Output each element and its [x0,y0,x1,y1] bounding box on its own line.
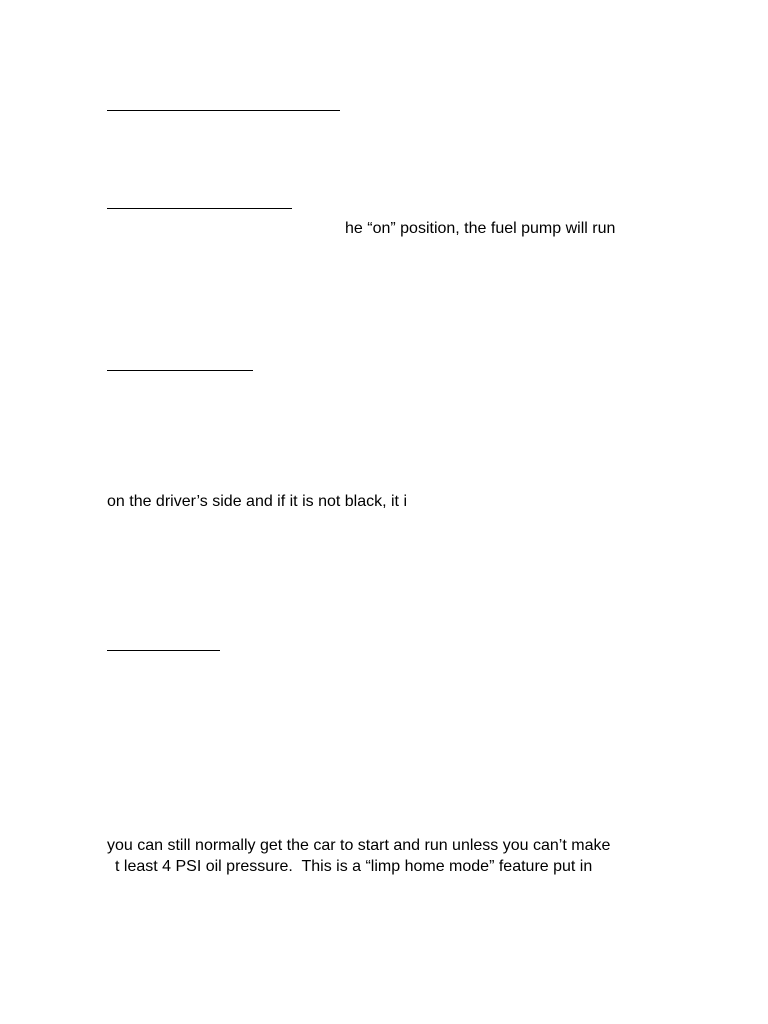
text-line: t least 4 PSI oil pressure. This is a “limp home mode” feature put in [115,858,593,875]
text-line: he “on” position, the fuel pump will run [345,220,616,237]
heading-underline [107,650,220,651]
text-line: you can still normally get the car to start and run unless you can’t make [107,837,611,854]
heading-underline [107,110,340,111]
heading-underline [107,370,253,371]
text-line: on the driver’s side and if it is not black, it i [107,493,407,510]
heading-underline [107,208,292,209]
